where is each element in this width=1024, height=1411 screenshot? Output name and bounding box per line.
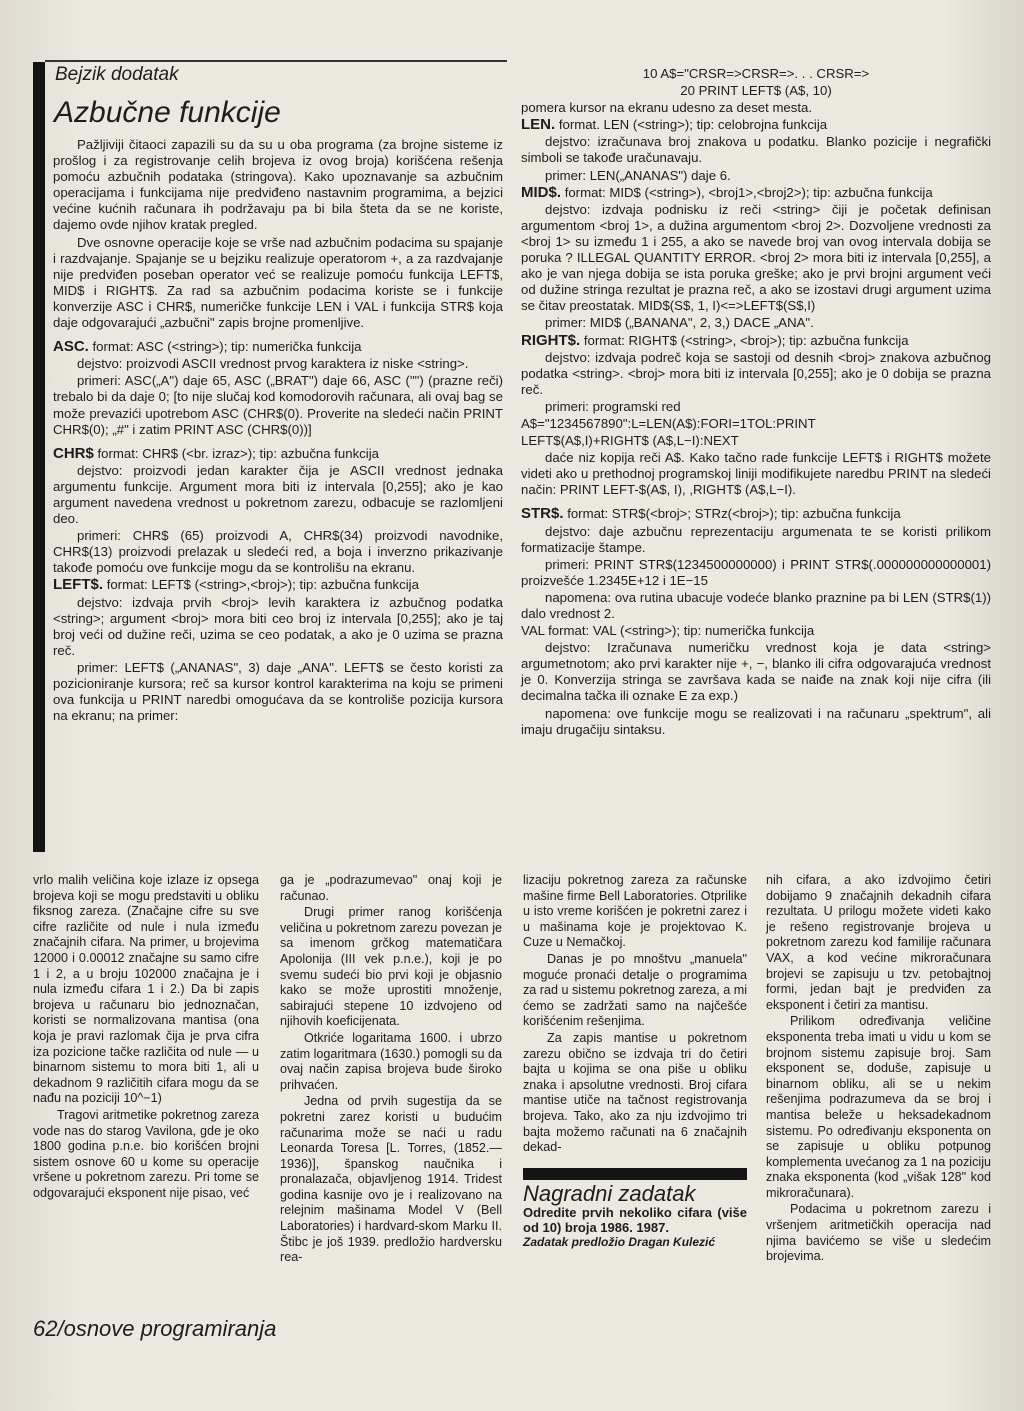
section-label: Bejzik dodatak bbox=[55, 64, 179, 85]
bottom-col1-text-b: Tragovi aritmetike pokretnog zareza vode nas do starog Vavilona, gde je oko 1800 godina p.n.e. bio korišćen brojni sistem osnove 60 u kome su operacije vršene u pokretnom zarezu. Pri tome se odgovarajući eksponent nije pisao, već bbox=[33, 1107, 259, 1200]
bottom-col3-text: lizaciju pokretnog zareza za računske mašine firme Bell Laboratories. Otprilike u isto vreme korišćen je pokretni zarez i u mašinama koje je projektovao K. Cuze u Nemačkoj. bbox=[523, 873, 747, 950]
bottom-column-3 bbox=[523, 873, 747, 1249]
right-dejstvo: dejstvo: izdvaja podreč koja se sastoji od desnih <broj> znakova azbučnog podatka <string>. <broj> mora biti iz intervala [0,255]; ako je 0 dobija se prazna reč. bbox=[521, 349, 991, 397]
right-after: daće niz kopija reči A$. Kako tačno rade funkcije LEFT$ i RIGHT$ možete videti ako u prethodnoj programskoj liniji modifikujete naredbu PRINT na sledeći način: PRINT LEFT-$(A$, I), ,RIGHT$ (A$,L−I). bbox=[521, 450, 991, 498]
bottom-column-2 bbox=[280, 873, 502, 1267]
asc-entry bbox=[53, 339, 503, 355]
bottom-col1-text: vrlo malih veličina koje izlaze iz opsega brojeva koji se mogu predstaviti u obliku fiksnog zareza. (Značajne cifre su sve cifre različite od nule i nula između značajnih cifara. Na primer, u brojevima 12000 i 0.00012 značajne su samo cifre 1 i 2, a u broju 102000 značajna je i nula između cifara 1 i 2.) Da bi zapis brojeva u računaru bio jednoznačan, koristi se normalizovana mantisa (ona koja je pravi razlomak čija je prva cifra iza pozicione tačke različita od nule — u binarnom sistemu to mora biti 1, ali u dekadnom 9 različitih cifara mogu da se nađu na poziciji 10^−1) bbox=[33, 873, 259, 1106]
right-primeri: primeri: programski red bbox=[545, 398, 681, 414]
str-primeri: primeri: PRINT STR$(1234500000000) i PRINT STR$(.000000000000001) proizvešće 1.2345E+12 i 1E−15 bbox=[521, 556, 991, 588]
str-format: format: STR$(<broj>; STRz(<broj>); tip: azbučna funkcija bbox=[567, 506, 901, 522]
code-line-2: 20 PRINT LEFT$ (A$, 10) bbox=[680, 83, 832, 99]
right-code-1: A$="1234567890":L=LEN(A$):FORI=1TOL:PRINT bbox=[521, 415, 816, 431]
mid-dejstvo: dejstvo: izdvaja podnisku iz reči <string> čiji je početak definisan argumentom <broj 1>, a dužina argumentom <broj 2>. Dozvoljene vrednosti za <broj 1> su između 1 i 255, a ako se navede broj van ovog intervala dobija se poruka ? ILLEGAL QUANTITY ERROR. <broj 2> mora biti iz intervala [0,255], a ako je van njega dobija se ista poruka greške; ako je prvi brojni argument veći od dužine stringa rezultat je prazna reč, a ako se izostavi drugi argument uzima se čitav preostatak. MID$(S$, 1, I)<=>LEFT$(S$,I) bbox=[521, 201, 991, 314]
chr-dejstvo: dejstvo: proizvodi jedan karakter čija je ASCII vrednost jednaka argumentu funkcije. Argument mora biti iz intervala [0,255]; ako je kao argument navedena vrednost u pokretnom zarezu, odbacuje se razlomljeni deo. bbox=[53, 462, 503, 527]
bottom-column-4 bbox=[766, 873, 991, 1266]
bottom-col4-text: nih cifara, a ako izdvojimo četiri dobijamo 9 značajnih dekadnih cifara rezultata. U prilogu možete videti kako je rešeno registrovanje brojeva u pokretnom zarezu kod familije računara VAX, a kod većine mikroračunara brojevi se zapisuju u tzv. petobajtnoj formi, jedan bajt je predviđen za eksponent i četiri za mantisu. bbox=[766, 873, 991, 1012]
prize-author: Zadatak predložio Dragan Kulezić bbox=[523, 1235, 716, 1250]
left-column bbox=[53, 137, 503, 725]
mid-format: format: MID$ (<string>), <broj1>,<broj2>); tip: azbučna funkcija bbox=[564, 184, 933, 200]
bottom-col2-text-d: Jedna od prvih sugestija da se pokretni zarez koristi u budućim računarima može se naći u radu Leonarda Toresa [L. Torres, (1852.—1936)], španskog naučnika i pronalazača, objavljenog 1914. Tridest godina kasnije ovo je i realizovano na relejnim mašinama Model V (Bell Laboratories) i hardvard-skom Marku II. Štibc je još 1939. predložio hardversku rea- bbox=[280, 1094, 502, 1265]
right-code-2: LEFT$(A$,I)+RIGHT$ (A$,L−I):NEXT bbox=[521, 433, 739, 449]
asc-primeri: primeri: ASC(„A") daje 65, ASC („BRAT") daje 66, ASC ("") (prazne reči) trebalo bi da daje 0; [to nije slučaj kod komodorovih računara, ali ovaj bag se može prevazići upotrebom ASC (CHR$(0). Proverite na sledeći način PRINT CHR$(0); „#" i zatim PRINT ASC (CHR$(0))] bbox=[53, 373, 503, 437]
prize-title: Nagradni zadatak bbox=[523, 1180, 696, 1206]
val-format: VAL format: VAL (<string>); tip: numerička funkcija bbox=[521, 623, 815, 639]
asc-dejstvo: dejstvo: proizvodi ASCII vrednost prvog karaktera iz niske <string>. bbox=[77, 356, 469, 372]
left-primer: primer: LEFT$ („ANANAS", 3) daje „ANA". LEFT$ se često koristi za pozicioniranje kursora; reč sa kursor kontrol karakterima na koju se primeni ova funkcija u PRINT naredbi omogućava da se kontroliše pozicija kursora na ekranu; na primer: bbox=[53, 659, 503, 724]
bottom-col2-text-c: Otkriće logaritama 1600. i ubrzo zatim logaritmara (1630.) pomogli su da ovaj način zapisa brojeva bude široko prihvaćen. bbox=[280, 1030, 502, 1092]
prize-bar bbox=[523, 1168, 747, 1180]
mid-primer: primer: MID$ („BANANA", 2, 3,) DACE „ANA". bbox=[545, 315, 814, 331]
val-dejstvo: dejstvo: Izračunava numeričku vrednost koja je data <string> argumetnotom; ako prvi karakter nije +, −, blanko ili cifra odgovarajuća vrednost je 0. Konverzija stringa se završava kada se naiđe na znak koji nije cifra (ili decimalna tačka ili oznake E za exp.) bbox=[521, 640, 991, 704]
left-entry bbox=[53, 577, 503, 593]
chr-head: CHR$ bbox=[53, 444, 94, 462]
chr-format: format: CHR$ (<br. izraz>); tip: azbučna funkcija bbox=[97, 445, 379, 461]
left-format: format: LEFT$ (<string>,<broj>); tip: azbučna funkcija bbox=[106, 577, 419, 593]
bottom-col2-text-b: Drugi primer ranog korišćenja veličina u pokretnom zarezu povezan je sa imenom grčkog matematičara Apolonija (III vek p.n.e.), koji je po svemu sudeći bio prvi koji je objasnio kako se može uprostiti množenje, sabirajući stepene 10 izdvojeno od njihovih koeficijenata. bbox=[280, 905, 502, 1029]
right-entry bbox=[521, 333, 991, 349]
chr-primeri: primeri: CHR$ (65) proizvodi A, CHR$(34) proizvodi navodnike, CHR$(13) proizvodi prelazak u sledeći red, a boja i inverzno prikazivanje takođe pomoću ove funkcije mogu da se kontrolišu na ekranu. bbox=[53, 528, 503, 576]
len-head: LEN. bbox=[521, 116, 556, 134]
article-title: Azbučne funkcije bbox=[54, 96, 281, 129]
str-entry bbox=[521, 506, 991, 522]
final-napomena: napomena: ove funkcije mogu se realizovati i na računaru „spektrum", ali imaju drugačiju sintaksu. bbox=[521, 705, 991, 737]
str-napomena: napomena: ova rutina ubacuje vodeće blanko praznine pa bi LEN (STR$(1)) dalo vrednost 2. bbox=[521, 589, 991, 621]
intro-paragraph: Pažljiviji čitaoci zapazili su da su u oba programa (za brojne sisteme iz prošlog i za registrovanje celih brojeva iz ovog broja) korišćena rešenja pomoću azbučnih podataka (stringova). Kako upoznavanje sa azbučnim operacijama i funkcijama nije predviđeno nastavnim programima, a bejzici većine kućnih računara ih podržavaju pa bi bila šteta da se ne koriste, dajemo ovde njihov kratak pregled. bbox=[53, 137, 503, 233]
len-dejstvo: dejstvo: izračunava broj znakova u podatku. Blanko pozicije i negrafički simboli se takođe uračunavaju. bbox=[521, 134, 991, 166]
mid-entry bbox=[521, 185, 991, 201]
asc-format: format: ASC (<string>); tip: numerička funkcija bbox=[92, 339, 362, 355]
code-note: pomera kursor na ekranu udesno za deset mesta. bbox=[521, 100, 813, 116]
mid-head: MID$. bbox=[521, 183, 562, 201]
right-format: format: RIGHT$ (<string>, <broj>); tip: azbučna funkcija bbox=[583, 332, 909, 348]
left-dejstvo: dejstvo: izdvaja prvih <broj> levih karaktera iz azbučnog podatka <string>; argument <broj> mora biti ceo broj iz intervala [0,255]; ako je taj broj veći od dužine reči, uzima se ceo podatak, a ako je 0 uzima se prazna reč. bbox=[53, 594, 503, 658]
code-line-1: 10 A$="CRSR=>CRSR=>. . . CRSR=> bbox=[642, 66, 870, 81]
bottom-col4-text-b: Prilikom određivanja veličine eksponenta treba imati u vidu u kom se brojnom sistemu zapisuje broj. Sam eksponent se, doduše, zapisuje u binarnom obliku, ali se u nekim rešenjima podrazumeva da se broj i mantisa beleže u heksadekadnom sistemu. Po određivanju eksponenta on se zapisuje u obliku potpunog komplementa uvećanog za 1 na poziciju znaka eksponenta (kod „višak 128" kod mikroračunara). bbox=[766, 1014, 991, 1200]
bottom-col3-text-c: Za zapis mantise u pokretnom zarezu obično se izdvaja tri do četiri bajta u kojima se ona piše u obliku znaka i apsolutne vrednosti. Broj cifara mantise utiče na tačnost registrovanja brojeva. Tako, ako za nju izdvojimo tri bajta možemo računati na 6 značajnih dekad- bbox=[523, 1030, 747, 1155]
str-head: STR$. bbox=[521, 505, 564, 523]
right-head: RIGHT$. bbox=[521, 331, 581, 349]
bottom-column-1 bbox=[33, 873, 259, 1202]
intro-paragraph-2: Dve osnovne operacije koje se vrše nad azbučnim podacima su spajanje i razdvajanje. Spajanje se u bejziku realizuje operatorom +, a za razdvajanje nije predviđen poseban operator već se realizuje pomoću funkcija LEFT$, MID$ i RIGHT$. Za rad sa azbučnim podacima koriste se i funkcije konverzije ASC i CHR$, numeričke funkcije LEN i VAL i funkcija STR$ koja daje odgovarajući „azbučni" zapis brojne promenljive. bbox=[53, 234, 503, 331]
asc-head: ASC. bbox=[53, 338, 89, 356]
bottom-col4-text-c: Podacima u pokretnom zarezu i vršenjem aritmetičkih operacija nad njima bavićemo se više u sledećim brojevima. bbox=[766, 1202, 991, 1264]
len-primer: primer: LEN(„ANANAS") daje 6. bbox=[545, 167, 731, 183]
bottom-col3-text-b: Danas je po mnoštvu „manuela" moguće pronaći detalje o programima za rad u sistemu pokretnog zareza, a mi ćemo se zadržati samo na najčešće korišćenim rešenjima. bbox=[523, 951, 747, 1029]
section-bar bbox=[33, 62, 45, 852]
right-column bbox=[521, 66, 991, 739]
len-entry bbox=[521, 117, 991, 133]
page-footer: 62/osnove programiranja bbox=[33, 1316, 277, 1341]
top-rule bbox=[45, 60, 507, 62]
chr-entry bbox=[53, 446, 503, 462]
str-dejstvo: dejstvo: daje azbučnu reprezentaciju argumenata te se koristi prilikom formatizacije štampe. bbox=[521, 523, 991, 555]
prize-question: Odredite prvih nekoliko cifara (više od 10) broja 1986. 1987. bbox=[523, 1205, 747, 1236]
bottom-col2-text: ga je „podrazumevao" onaj koji je računao. bbox=[280, 873, 502, 903]
len-format: format. LEN (<string>); tip: celobrojna funkcija bbox=[558, 117, 828, 133]
left-head: LEFT$. bbox=[53, 576, 104, 594]
